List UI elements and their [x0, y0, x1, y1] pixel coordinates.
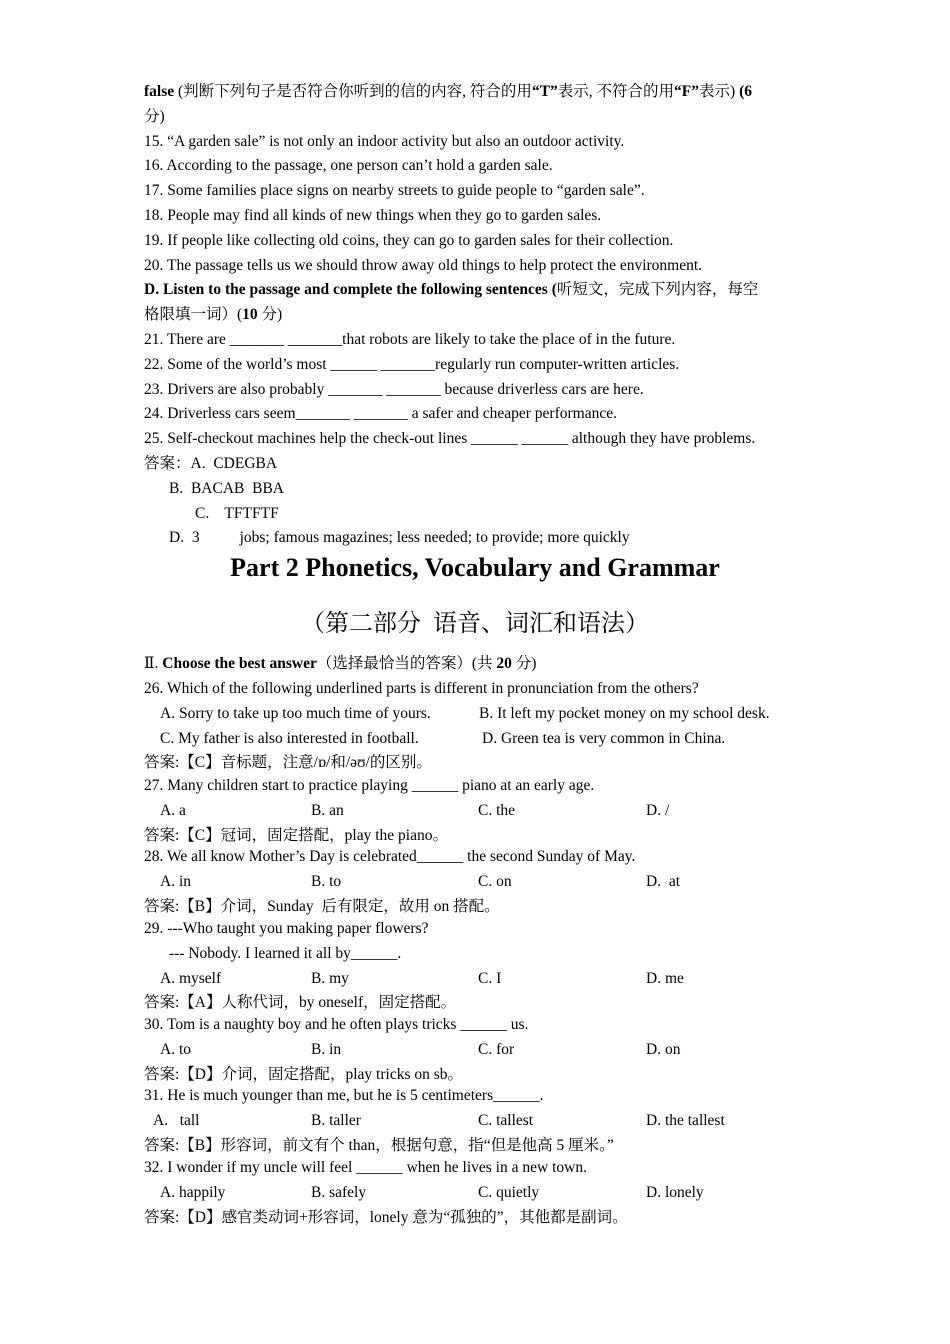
question-32 [144, 1156, 844, 1230]
answer-28: 答案:【B】介词，Sunday 后有限定，故用 on 搭配。 [144, 897, 500, 915]
section-ii-score: 20 [496, 655, 512, 672]
option-d: D. at [646, 872, 681, 890]
section-d-heading-bold: D. Listen to the passage and complete the following sentences ( [144, 281, 557, 299]
answer-31: 答案:【B】形容词，前文有个 than，根据句意，指“但是他高 5 厘米。” [144, 1136, 614, 1154]
tf-item-20: 20. The passage tells us we should throw away old things to help protect the environment. [144, 256, 703, 274]
question-stem: 30. Tom is a naughty boy and he often plays tricks ______ us. [144, 1016, 529, 1033]
option-d: D. / [646, 801, 670, 819]
option-d: D. on [646, 1040, 681, 1058]
question-28 [144, 845, 844, 919]
tf-item-19: 19. If people like collecting old coins, they can go to garden sales for their collection. [144, 231, 674, 249]
instruction-f: “F” [674, 83, 700, 100]
fill-item-25: 25. Self-checkout machines help the check-out lines ______ ______ although they have problems. [144, 430, 756, 448]
fill-item-24: 24. Driverless cars seem_______ _______ a safer and cheaper performance. [144, 405, 617, 423]
fill-item-23: 23. Drivers are also probably _______ _______ because driverless cars are here. [144, 380, 644, 398]
question-stem: 27. Many children start to practice playing ______ piano at an early age. [144, 777, 595, 794]
tf-item-15: 15. “A garden sale” is not only an indoor activity but also an outdoor activity. [144, 132, 625, 150]
option-c: C. the [478, 801, 516, 819]
question-27 [144, 774, 844, 848]
answer-27: 答案:【C】冠词，固定搭配，play the piano。 [144, 826, 448, 844]
option-d: D. me [646, 969, 684, 987]
tf-item-16: 16. According to the passage, one person can’t hold a garden sale. [144, 157, 553, 175]
answer-d-rest: jobs; famous magazines; less needed; to provide; more quickly [239, 529, 630, 547]
answer-d-num: D. 3 [169, 529, 200, 547]
option-b: B. in [311, 1040, 342, 1058]
question-29 [144, 917, 844, 1016]
section-ii-heading-end: 分) [511, 655, 537, 672]
option-a: A. Sorry to take up too much time of yours. [160, 704, 431, 722]
option-c: C. on [478, 872, 512, 890]
section-ii-roman: Ⅱ. [144, 655, 163, 672]
section-d-heading-line2-cn: 格限填一词）( [144, 306, 243, 324]
tf-item-18: 18. People may find all kinds of new things when they go to garden sales. [144, 206, 602, 224]
answers-part1 [144, 452, 844, 551]
option-c: C. tallest [478, 1111, 534, 1129]
section-ii-heading-bold: Choose the best answer [162, 655, 317, 672]
instruction-cn2: 表示, 不符合的用 [557, 83, 675, 100]
section-d-heading-cn: 听短文，完成下列内容，每空 [556, 281, 759, 299]
option-a: A. myself [160, 969, 222, 987]
option-b: B. taller [311, 1111, 361, 1129]
section-ii-heading-cn: （选择最恰当的答案）(共 [316, 655, 497, 672]
answer-b: B. BACAB BBA [169, 479, 284, 497]
section-ii-heading [144, 652, 844, 677]
answer-c: C. TFTFTF [195, 504, 279, 522]
question-stem: 31. He is much younger than me, but he is 5 centimeters______. [144, 1087, 544, 1104]
instruction-cn: (判断下列句子是否符合你听到的信的内容, 符合的用 [174, 83, 532, 100]
fill-item-21: 21. There are _______ _______that robots are likely to take the place of in the future. [144, 331, 676, 348]
option-b: B. It left my pocket money on my school desk. [479, 704, 770, 722]
option-b: B. safely [311, 1183, 367, 1201]
option-d: D. lonely [646, 1183, 704, 1201]
section-c-items [144, 130, 844, 279]
option-a: A. to [160, 1040, 191, 1058]
part2-subtitle: （第二部分 语音、词汇和语法） [301, 611, 649, 637]
answer-32: 答案:【D】感官类动词+形容词，lonely 意为“孤独的”，其他都是副词。 [144, 1208, 628, 1226]
option-a: A. happily [160, 1183, 226, 1201]
answers-label: 答案： [144, 455, 191, 472]
option-c: C. for [478, 1040, 515, 1058]
option-c: C. My father is also interested in football. [160, 729, 419, 747]
section-d-heading-end: 分) [257, 306, 283, 324]
fill-item-22: 22. Some of the world’s most ______ _______regularly run computer-written articles. [144, 355, 680, 373]
instruction-false: false [144, 83, 175, 100]
option-b: B. an [311, 801, 344, 819]
question-stem-reply: --- Nobody. I learned it all by______. [169, 944, 402, 962]
option-c: C. I [478, 969, 502, 987]
question-30 [144, 1013, 844, 1087]
instruction-line2: 分) [144, 107, 165, 125]
option-a: A. tall [153, 1111, 200, 1129]
section-d-score: 10 [242, 306, 258, 324]
question-stem: 26. Which of the following underlined parts is different in pronunciation from the others? [144, 680, 699, 697]
option-a: A. in [160, 872, 191, 890]
option-c: C. quietly [478, 1183, 540, 1201]
section-d-items [144, 328, 844, 452]
question-stem: 28. We all know Mother’s Day is celebrated______ the second Sunday of May. [144, 848, 636, 865]
answer-26: 答案:【C】音标题，注意/ɒ/和/əʊ/的区别。 [144, 754, 432, 772]
option-b: B. to [311, 872, 342, 890]
question-stem: 29. ---Who taught you making paper flowers? [144, 920, 429, 937]
instruction-cn3: 表示) [699, 83, 740, 100]
section-d-heading [144, 278, 844, 328]
option-b: B. my [311, 969, 349, 987]
part2-title: Part 2 Phonetics, Vocabulary and Grammar [230, 553, 720, 582]
question-31 [144, 1084, 844, 1158]
instruction-t: “T” [531, 83, 558, 100]
answer-a: A. CDEGBA [190, 455, 278, 472]
answer-30: 答案:【D】介词，固定搭配，play tricks on sb。 [144, 1065, 464, 1083]
question-stem: 32. I wonder if my uncle will feel ______ when he lives in a new town. [144, 1159, 587, 1176]
option-d: D. Green tea is very common in China. [482, 729, 726, 747]
instruction-score: (6 [739, 83, 752, 100]
answer-29: 答案:【A】人称代词，by oneself，固定搭配。 [144, 994, 457, 1012]
option-d: D. the tallest [646, 1111, 725, 1129]
section-c-instruction [144, 80, 844, 130]
question-26 [144, 677, 844, 776]
tf-item-17: 17. Some families place signs on nearby streets to guide people to “garden sale”. [144, 182, 645, 200]
option-a: A. a [160, 801, 186, 819]
